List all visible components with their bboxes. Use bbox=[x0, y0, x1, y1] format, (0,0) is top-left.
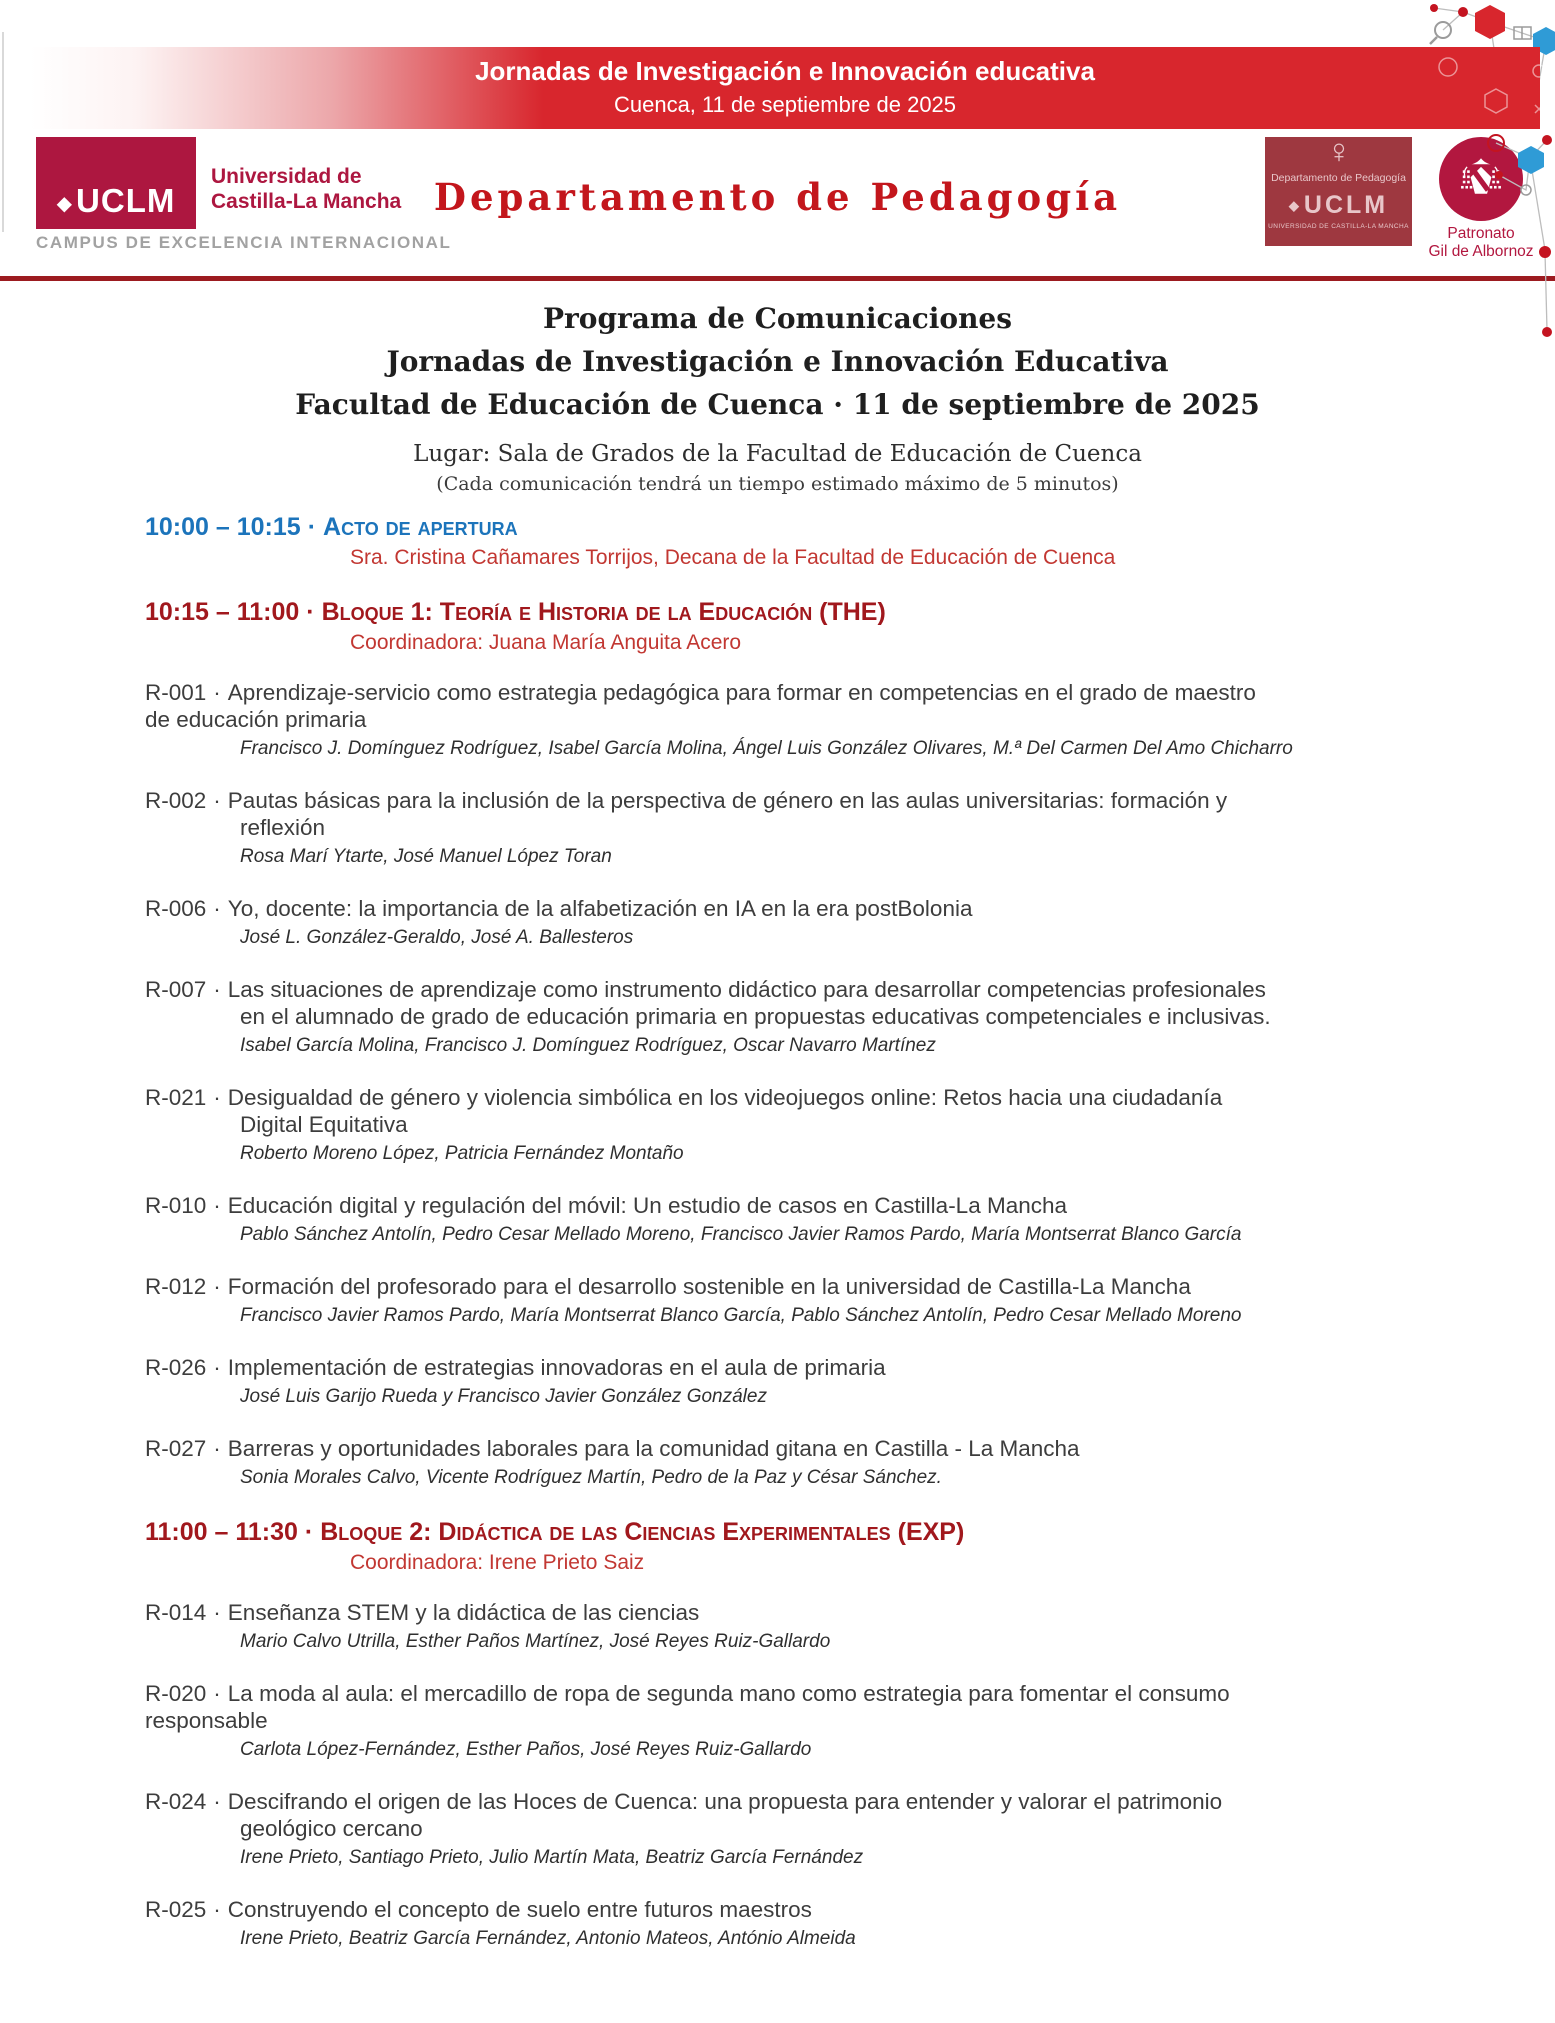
communication-entry bbox=[145, 1273, 1525, 1328]
badge-department-label: Departamento de Pedagogía bbox=[1271, 172, 1406, 184]
separator-dot: · bbox=[304, 1518, 314, 1546]
entry-title-continuation: en el alumnado de grado de educación primaria en propuestas educativas competenciales e inclusivas. bbox=[240, 1004, 1271, 1029]
entry-title: Formación del profesorado para el desarrollo sostenible en la universidad de Castilla-La Mancha bbox=[227, 1274, 1191, 1299]
entry-code: R-002 bbox=[145, 788, 207, 813]
communication-entry bbox=[145, 895, 1525, 950]
section-time: 10:15 – 11:00 bbox=[145, 598, 300, 626]
section-subtitle: Sra. Cristina Cañamares Torrijos, Decana de la Facultad de Educación de Cuenca bbox=[350, 546, 1116, 569]
uclm-name-line2: Castilla-La Mancha bbox=[211, 190, 402, 213]
entry-code: R-024 bbox=[145, 1789, 207, 1814]
entry-code: R-001 bbox=[145, 680, 207, 705]
entry-authors: Isabel García Molina, Francisco J. Domínguez Rodríguez, Oscar Navarro Martínez bbox=[240, 1035, 936, 1056]
entry-title-continuation: responsable bbox=[145, 1708, 268, 1733]
section-title: Acto de apertura bbox=[323, 513, 518, 541]
entry-title-line bbox=[145, 787, 1525, 814]
entry-title: Enseñanza STEM y la didáctica de las ciencias bbox=[227, 1600, 700, 1625]
entry-code: R-012 bbox=[145, 1274, 207, 1299]
separator-dot: · bbox=[213, 1681, 221, 1706]
entry-title: Descifrando el origen de las Hoces de Cuenca: una propuesta para entender y valorar el patrimonio bbox=[227, 1789, 1223, 1814]
uclm-name-line1: Universidad de bbox=[211, 165, 362, 188]
communication-entry bbox=[145, 1680, 1525, 1762]
communication-entry bbox=[145, 1435, 1525, 1490]
section-time: 11:00 – 11:30 bbox=[145, 1518, 298, 1546]
entry-title-line bbox=[145, 1788, 1525, 1815]
entry-title: Las situaciones de aprendizaje como instrumento didáctico para desarrollar competencias profesionales bbox=[227, 977, 1266, 1002]
entry-code: R-026 bbox=[145, 1355, 207, 1380]
entry-authors: Roberto Moreno López, Patricia Fernández Montaño bbox=[240, 1143, 684, 1164]
page-edge-artifact bbox=[2, 32, 4, 232]
section-time: 10:00 – 10:15 bbox=[145, 513, 301, 541]
program-section bbox=[145, 598, 1525, 1490]
entry-title-line bbox=[145, 1680, 1525, 1707]
program-section bbox=[145, 513, 1525, 570]
patronato-name-line1: Patronato bbox=[1447, 225, 1515, 242]
separator-dot: · bbox=[306, 598, 315, 626]
uclm-university-name bbox=[211, 164, 401, 214]
entry-authors: Irene Prieto, Santiago Prieto, Julio Martín Mata, Beatriz García Fernández bbox=[240, 1847, 864, 1868]
entry-title: Educación digital y regulación del móvil: Un estudio de casos en Castilla-La Mancha bbox=[227, 1193, 1068, 1218]
entry-title: Pautas básicas para la inclusión de la perspectiva de género en las aulas universitarias: formación y bbox=[227, 788, 1228, 813]
separator-dot: · bbox=[307, 513, 317, 541]
entry-authors: Carlota López-Fernández, Esther Paños, José Reyes Ruiz-Gallardo bbox=[240, 1739, 812, 1760]
entry-authors: Sonia Morales Calvo, Vicente Rodríguez Martín, Pedro de la Paz y César Sánchez. bbox=[240, 1467, 942, 1488]
separator-dot: · bbox=[213, 680, 221, 705]
entry-code: R-006 bbox=[145, 896, 207, 921]
entry-title-line bbox=[145, 1354, 1525, 1381]
entry-authors: Mario Calvo Utrilla, Esther Paños Martínez, José Reyes Ruiz-Gallardo bbox=[240, 1631, 831, 1652]
badge-diamond-icon: ◆ bbox=[1288, 198, 1302, 213]
entry-title-continuation: de educación primaria bbox=[145, 707, 367, 732]
entry-title-line bbox=[145, 679, 1525, 706]
section-entries bbox=[145, 1599, 1525, 1951]
entry-title-line bbox=[145, 1192, 1525, 1219]
uclm-logo bbox=[36, 137, 196, 229]
entry-title-line bbox=[145, 976, 1525, 1003]
communication-entry bbox=[145, 1896, 1525, 1951]
entry-title: Aprendizaje-servicio como estrategia pedagógica para formar en competencias en el grado de maestro bbox=[227, 680, 1256, 705]
badge-ornament-icon bbox=[1330, 142, 1348, 166]
entry-authors: Francisco J. Domínguez Rodríguez, Isabel García Molina, Ángel Luis González Olivares, M.ª Del Carmen Del Amo Chicharro bbox=[240, 738, 1293, 759]
entry-title: Implementación de estrategias innovadoras en el aula de primaria bbox=[227, 1355, 886, 1380]
venue-date-title: Facultad de Educación de Cuenca · 11 de septiembre de 2025 bbox=[295, 388, 1260, 421]
entry-code: R-007 bbox=[145, 977, 207, 1002]
separator-dot: · bbox=[213, 1274, 221, 1299]
entry-title-continuations bbox=[145, 814, 1525, 841]
department-title: Departamento de Pedagogía bbox=[433, 174, 1122, 219]
separator-dot: · bbox=[213, 1897, 221, 1922]
section-title: Bloque 1: Teoría e Historia de la Educación (THE) bbox=[321, 598, 886, 626]
program-schedule bbox=[145, 513, 1525, 1977]
entry-authors: Irene Prieto, Beatriz García Fernández, Antonio Mateos, António Almeida bbox=[240, 1928, 856, 1949]
separator-dot: · bbox=[213, 977, 221, 1002]
entry-title-line bbox=[145, 1084, 1525, 1111]
entry-code: R-014 bbox=[145, 1600, 207, 1625]
section-subtitle: Coordinadora: Juana María Anguita Acero bbox=[350, 631, 742, 654]
badge-university-label: UNIVERSIDAD DE CASTILLA-LA MANCHA bbox=[1268, 223, 1409, 230]
uclm-diamond-icon: ◆ bbox=[56, 193, 73, 215]
venue-line: Lugar: Sala de Grados de la Facultad de Educación de Cuenca bbox=[413, 441, 1142, 467]
entry-code: R-025 bbox=[145, 1897, 207, 1922]
communication-entry bbox=[145, 1354, 1525, 1409]
event-title: Jornadas de Investigación e Innovación Educativa bbox=[386, 345, 1169, 378]
entry-title: La moda al aula: el mercadillo de ropa de segunda mano como estrategia para fomentar el consumo bbox=[227, 1681, 1230, 1706]
campus-excellence-label: CAMPUS DE EXCELENCIA INTERNACIONAL bbox=[36, 233, 452, 252]
entry-title-line bbox=[145, 895, 1525, 922]
document-title-block bbox=[0, 297, 1555, 426]
duration-note: (Cada comunicación tendrá un tiempo estimado máximo de 5 minutos) bbox=[436, 473, 1119, 495]
uclm-acronym: UCLM bbox=[76, 182, 176, 219]
event-banner bbox=[30, 47, 1540, 129]
section-entries bbox=[145, 679, 1525, 1490]
entry-title: Construyendo el concepto de suelo entre futuros maestros bbox=[227, 1897, 812, 1922]
entry-authors: Pablo Sánchez Antolín, Pedro Cesar Mellado Moreno, Francisco Javier Ramos Pardo, María Montserrat Blanco García bbox=[240, 1224, 1242, 1245]
communication-entry bbox=[145, 1788, 1525, 1870]
section-header bbox=[145, 598, 1525, 627]
badge-acronym-text: UCLM bbox=[1303, 191, 1389, 219]
communication-entry bbox=[145, 976, 1525, 1058]
communication-entry bbox=[145, 1084, 1525, 1166]
entry-title-line bbox=[145, 1273, 1525, 1300]
entry-title-continuations bbox=[145, 706, 1525, 733]
entry-title-line bbox=[145, 1599, 1525, 1626]
entry-title-continuations bbox=[145, 1111, 1525, 1138]
entry-code: R-010 bbox=[145, 1193, 207, 1218]
separator-dot: · bbox=[213, 1355, 221, 1380]
divider-rule bbox=[0, 276, 1555, 281]
entry-code: R-027 bbox=[145, 1436, 207, 1461]
separator-dot: · bbox=[213, 1436, 221, 1461]
entry-authors: Rosa Marí Ytarte, José Manuel López Toran bbox=[240, 846, 612, 867]
entry-title-line bbox=[145, 1435, 1525, 1462]
banner-subtitle: Cuenca, 11 de septiembre de 2025 bbox=[613, 92, 957, 117]
banner-title: Jornadas de Investigación e Innovación educativa bbox=[475, 56, 1095, 86]
entry-code: R-021 bbox=[145, 1085, 207, 1110]
entry-code: R-020 bbox=[145, 1681, 207, 1706]
patronato-name-line2: Gil de Albornoz bbox=[1428, 243, 1534, 260]
section-title: Bloque 2: Didáctica de las Ciencias Experimentales (EXP) bbox=[320, 1518, 965, 1546]
communication-entry bbox=[145, 787, 1525, 869]
separator-dot: · bbox=[213, 1600, 221, 1625]
entry-title: Barreras y oportunidades laborales para la comunidad gitana en Castilla - La Mancha bbox=[227, 1436, 1080, 1461]
entry-title-continuations bbox=[145, 1003, 1525, 1030]
entry-authors: José L. González-Geraldo, José A. Ballesteros bbox=[240, 927, 634, 948]
separator-dot: · bbox=[213, 1085, 221, 1110]
entry-title-continuation: geológico cercano bbox=[240, 1816, 423, 1841]
entry-authors: José Luis Garijo Rueda y Francisco Javier González González bbox=[240, 1386, 767, 1407]
entry-title: Desigualdad de género y violencia simbólica en los videojuegos online: Retos hacia una ciudadanía bbox=[227, 1085, 1223, 1110]
separator-dot: · bbox=[213, 1789, 221, 1814]
entry-title-line bbox=[145, 1896, 1525, 1923]
communication-entry bbox=[145, 679, 1525, 761]
entry-title-continuation: Digital Equitativa bbox=[240, 1112, 408, 1137]
communication-entry bbox=[145, 1192, 1525, 1247]
section-header bbox=[145, 1518, 1525, 1547]
entry-authors: Francisco Javier Ramos Pardo, María Montserrat Blanco García, Pablo Sánchez Antolín, Pedro Cesar Mellado Moreno bbox=[240, 1305, 1242, 1326]
separator-dot: · bbox=[213, 788, 221, 813]
banner-overlay-decoration-icon bbox=[1379, 47, 1555, 129]
separator-dot: · bbox=[213, 896, 221, 921]
entry-title-continuation: reflexión bbox=[240, 815, 326, 840]
program-title: Programa de Comunicaciones bbox=[542, 302, 1013, 335]
entry-title: Yo, docente: la importancia de la alfabetización en IA en la era postBolonia bbox=[227, 896, 973, 921]
section-subtitle: Coordinadora: Irene Prieto Saiz bbox=[350, 1551, 645, 1574]
separator-dot: · bbox=[213, 1193, 221, 1218]
entry-title-continuations bbox=[145, 1707, 1525, 1734]
communication-entry bbox=[145, 1599, 1525, 1654]
entry-title-continuations bbox=[145, 1815, 1525, 1842]
program-section bbox=[145, 1518, 1525, 1951]
section-header bbox=[145, 513, 1525, 542]
